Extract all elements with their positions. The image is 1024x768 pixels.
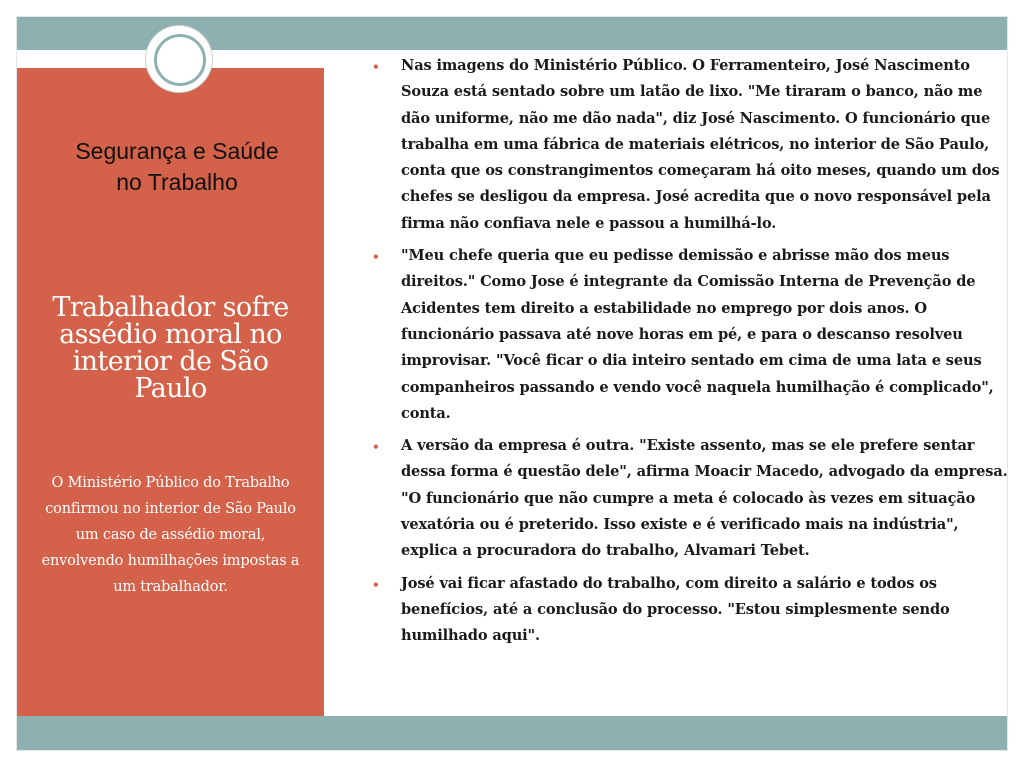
bottom-band (17, 716, 1007, 750)
bullet-icon: • (372, 440, 380, 455)
bullet-icon: • (372, 250, 380, 265)
bullet-text: "Meu chefe queria que eu pedisse demissão e abrisse mão dos meus direitos." Como Jose é integrante da Comissão Interna de Prevenção de Acidentes tem direito a estabilidade no emprego por dois anos. O funcionário passava até nove horas em pé, e para o descanso resolveu improvisar. "Você ficar o dia inteiro sentado em cima de uma lata e seus companheiros passando e vendo você naquela humilhação é complicado", conta. (401, 247, 994, 422)
bullet-text: José vai ficar afastado do trabalho, com direito a salário e todos os benefícios, até a conclusão do processo. "Estou simplesmente sendo humilhado aqui". (401, 574, 950, 645)
bullet-icon: • (372, 577, 380, 592)
list-item (372, 53, 1012, 237)
headline: Trabalhador sofre assédio moral no interior de São Paulo (52, 292, 289, 404)
summary-text: O Ministério Público do Trabalho confirmou no interior de São Paulo um caso de assédio moral, envolvendo humilhações impostas a um trabalhador. (41, 475, 300, 595)
list-item (372, 571, 1012, 650)
bullet-text: Nas imagens do Ministério Público. O Ferramenteiro, José Nascimento Souza está sentado sobre um latão de lixo. "Me tiraram o banco, não me dão uniforme, não me dão nada", diz José Nascimento. O funcionário que trabalha em uma fábrica de materiais elétricos, no interior de São Paulo, conta que os constrangimentos começaram há oito meses, quando um dos chefes se desligou da empresa. José acredita que o novo responsável pela firma não confiava nele e passou a humilhá-lo. (401, 57, 1000, 232)
section-title: Segurança e Saúde no Trabalho (75, 138, 279, 195)
bullet-text: A versão da empresa é outra. "Existe assento, mas se ele prefere sentar dessa forma é questão dele", afirma Moacir Macedo, advogado da empresa. "O funcionário que não cumpre a meta é colocado às vezes em situação vexatória ou é preterido. Isso existe e é verificado mais na indústria", explica a procuradora do trabalho, Alvamari Tebet. (401, 437, 1008, 560)
bullet-icon: • (372, 60, 380, 74)
sidebar-panel (17, 68, 324, 716)
bullet-list (372, 53, 1012, 656)
list-item (372, 243, 1012, 427)
list-item (372, 433, 1012, 564)
circle-ring-icon (154, 34, 206, 86)
circle-badge-icon (146, 26, 212, 92)
